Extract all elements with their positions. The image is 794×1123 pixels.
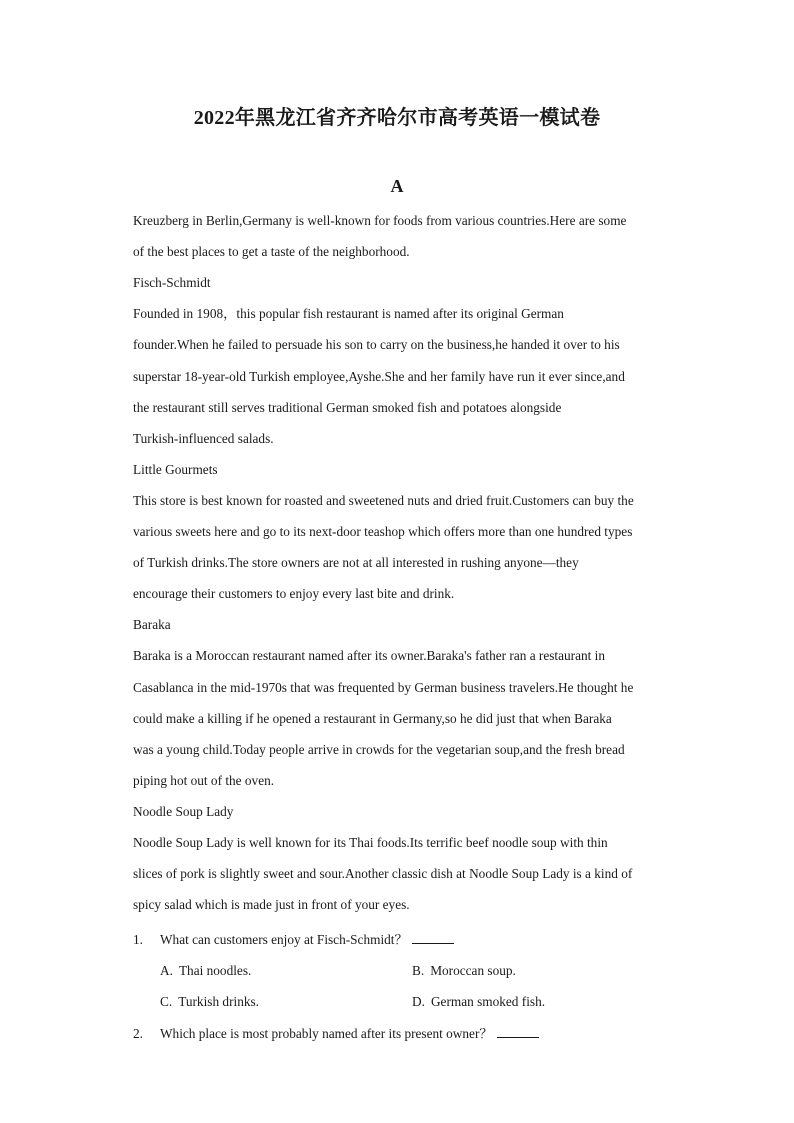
option-text: Turkish drinks. <box>178 994 259 1009</box>
option-letter: A. <box>160 963 173 978</box>
passage-line: Turkish-influenced salads. <box>133 431 274 446</box>
option-letter: C. <box>160 994 173 1009</box>
passage-line: various sweets here and go to its next-door teashop which offers more than one hundred types <box>133 524 633 539</box>
passage-line: Noodle Soup Lady <box>133 804 234 819</box>
answer-blank[interactable] <box>412 931 454 944</box>
passage-line: Fisch-Schmidt <box>133 275 211 290</box>
question-number: 2. <box>133 1026 143 1041</box>
passage-line: spicy salad which is made just in front of your eyes. <box>133 897 410 912</box>
passage-line: Founded in 1908，this popular fish restaurant is named after its original German <box>133 306 564 321</box>
option-b[interactable] <box>412 962 516 980</box>
passage-line: was a young child.Today people arrive in crowds for the vegetarian soup,and the fresh bread <box>133 742 625 757</box>
passage-line: Baraka <box>133 617 171 632</box>
passage-line: slices of pork is slightly sweet and sour.Another classic dish at Noodle Soup Lady is a kind of <box>133 866 633 881</box>
question-prompt: Which place is most probably named after its present owner？ <box>160 1026 493 1041</box>
page-title: 2022年黑龙江省齐齐哈尔市高考英语一模试卷 <box>193 107 601 129</box>
option-text: Moroccan soup. <box>430 963 516 978</box>
option-text: German smoked fish. <box>430 994 546 1009</box>
passage-line: Kreuzberg in Berlin,Germany is well-known for foods from various countries.Here are some <box>133 213 627 228</box>
option-a[interactable] <box>160 962 251 980</box>
question-prompt: What can customers enjoy at Fisch-Schmidt？ <box>160 932 408 947</box>
passage-line: Little Gourmets <box>133 462 218 477</box>
option-letter: B. <box>412 963 425 978</box>
passage-line: founder.When he failed to persuade his son to carry on the business,he handed it over to his <box>133 337 620 352</box>
passage-line: encourage their customers to enjoy every last bite and drink. <box>133 586 455 601</box>
passage-line: the restaurant still serves traditional German smoked fish and potatoes alongside <box>133 400 562 415</box>
question-text <box>160 1025 539 1043</box>
passage-line: Baraka is a Moroccan restaurant named after its owner.Baraka's father ran a restaurant in <box>133 648 606 663</box>
section-heading: A <box>390 176 404 196</box>
passage-line: Noodle Soup Lady is well known for its Thai foods.Its terrific beef noodle soup with thin <box>133 835 608 850</box>
passage-line: Casablanca in the mid-1970s that was frequented by German business travelers.He thought he <box>133 680 634 695</box>
option-text: Thai noodles. <box>178 963 252 978</box>
question-text <box>160 931 454 949</box>
passage-line: could make a killing if he opened a restaurant in Germany,so he did just that when Baraka <box>133 711 612 726</box>
question-number: 1. <box>133 932 143 947</box>
option-d[interactable] <box>412 993 545 1011</box>
passage-line: of the best places to get a taste of the neighborhood. <box>133 244 410 259</box>
passage-line: This store is best known for roasted and sweetened nuts and dried fruit.Customers can buy the <box>133 493 634 508</box>
passage-line: of Turkish drinks.The store owners are not at all interested in rushing anyone—they <box>133 555 579 570</box>
passage-line: superstar 18-year-old Turkish employee,Ayshe.She and her family have run it ever since,and <box>133 369 625 384</box>
option-letter: D. <box>412 994 425 1009</box>
option-c[interactable] <box>160 993 259 1011</box>
answer-blank[interactable] <box>497 1025 539 1038</box>
passage-line: piping hot out of the oven. <box>133 773 275 788</box>
